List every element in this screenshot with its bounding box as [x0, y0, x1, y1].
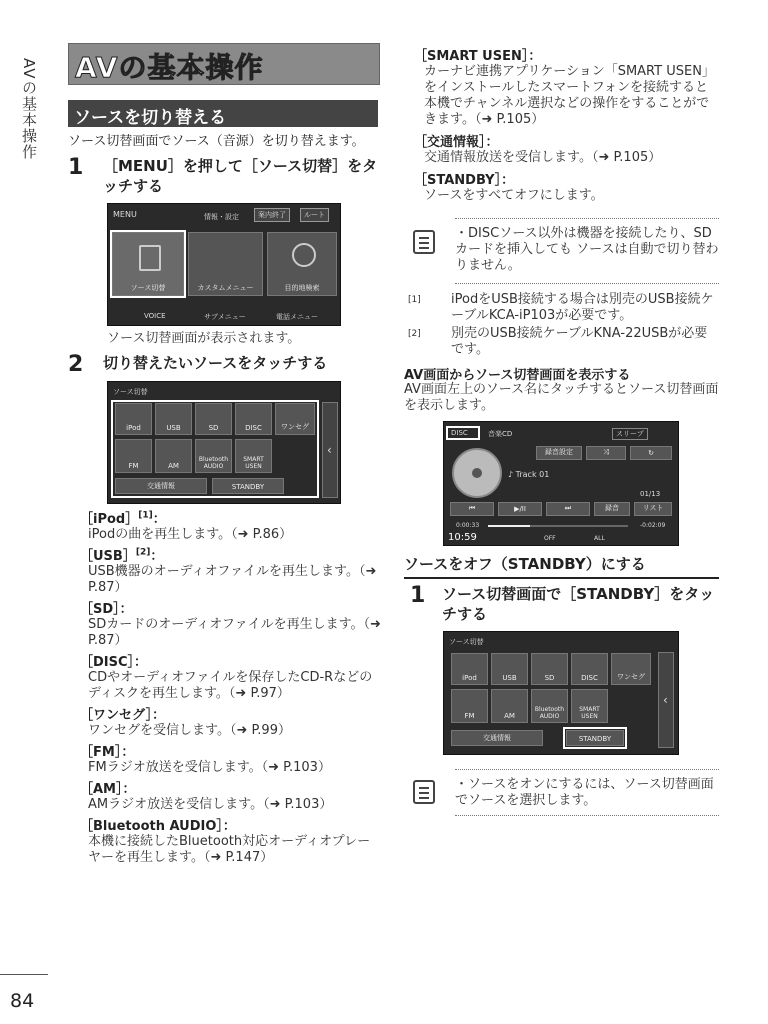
right-item-desc: ソースをすべてオフにします。	[424, 188, 604, 203]
progress-bar[interactable]	[488, 525, 628, 527]
guide-end-button[interactable]: 案内終了	[254, 208, 290, 222]
footnote-1-text: iPodをUSB接続する場合は別売のUSB接続ケーブルKCA-iP103が必要です。	[451, 292, 714, 323]
next-icon: ⏭	[564, 504, 572, 512]
source-disc[interactable]	[571, 653, 608, 685]
play-pause-icon: ▶/II	[514, 505, 526, 513]
page-title	[68, 43, 380, 85]
source-item-label	[80, 778, 383, 797]
right-item-label: ［STANDBY］：	[414, 173, 515, 188]
step2-text: 切り替えたいソースをタッチする	[103, 354, 328, 372]
source-switch-header: ソース切替	[449, 638, 484, 646]
source-item-footnote-mark: [2]	[135, 547, 151, 558]
shuffle-button[interactable]	[586, 446, 626, 460]
chevron-left-icon: ‹	[663, 693, 668, 707]
source-item-name: ［FM］	[80, 745, 122, 760]
source-item-desc: USB機器のオーディオファイルを再生します。（➜ P.87）	[88, 564, 377, 595]
source-item-label	[80, 741, 383, 760]
source-ipod[interactable]	[115, 403, 152, 435]
note1	[455, 226, 719, 274]
time-remaining: -0:02:09	[640, 522, 666, 529]
search-icon	[292, 243, 316, 267]
source-item-desc: AMラジオ放送を受信します。（➜ P.103）	[88, 797, 333, 812]
source-oneseg[interactable]	[611, 653, 651, 685]
rec-button[interactable]	[594, 502, 630, 516]
source-item-desc: 本機に接続したBluetooth対応オーディオプレーヤーを再生します。（➜ P.147）	[88, 834, 371, 865]
source-oneseg[interactable]	[275, 403, 315, 435]
source-item-colon: ：	[134, 655, 148, 670]
source-item-list	[80, 508, 383, 868]
right-item-label: ［交通情報］：	[414, 135, 499, 150]
source-item-desc: iPodの曲を再生します。（➜ P.86）	[88, 527, 293, 542]
note1-top-rule	[455, 218, 719, 219]
source-item-name: ［iPod］	[80, 512, 139, 527]
traffic-info-button[interactable]	[451, 730, 543, 746]
note1-text: DISCソース以外は機器を接続したり、SDカードを挿入しても ソースは自動で切り替わりません。	[455, 226, 719, 273]
source-item-name: ［Bluetooth AUDIO］	[80, 819, 223, 834]
source-ipod-label: iPod	[126, 424, 141, 432]
side-panel-handle[interactable]	[658, 652, 674, 748]
traffic-info-button[interactable]	[115, 478, 207, 494]
source-item-label	[80, 651, 383, 670]
source-name-button[interactable]	[451, 429, 468, 437]
standby-section-title	[404, 553, 719, 579]
traffic-info-label: 交通情報	[147, 482, 175, 490]
right-item-desc: 交通情報放送を受信します。（➜ P.105）	[424, 150, 662, 165]
source-item-name: ［ワンセグ］	[80, 708, 153, 723]
source-switch-header: ソース切替	[113, 388, 148, 396]
source-disc-label: DISC	[245, 424, 262, 432]
note-icon	[413, 780, 435, 804]
repeat-icon: ↻	[648, 449, 654, 457]
repeat-button[interactable]	[630, 446, 672, 460]
av-heading: AV画面からソース切替画面を表示する	[404, 368, 631, 383]
source-item-name: ［AM］	[80, 782, 123, 797]
source-ipod-label: iPod	[462, 674, 477, 682]
repeat-state: ALL	[594, 535, 605, 542]
source-oneseg-label: ワンセグ	[617, 673, 645, 681]
source-item-colon: ：	[122, 782, 136, 797]
rec-settings-button[interactable]	[536, 446, 582, 460]
source-item-label	[80, 598, 383, 617]
submenu-button[interactable]: サブメニュー	[204, 313, 246, 321]
source-item	[80, 704, 383, 739]
shuffle-state: OFF	[544, 535, 556, 542]
right-item-list	[414, 45, 719, 207]
track-title: ♪ Track 01	[508, 470, 550, 479]
section-intro: ソース切替画面でソース（音源）を切り替えます。	[68, 134, 365, 149]
right-item	[414, 45, 719, 128]
source-smart-usen[interactable]	[235, 439, 272, 473]
note2	[455, 777, 719, 809]
source-switch-screenshot	[107, 381, 341, 504]
menu-label: MENU	[113, 210, 137, 219]
source-am-label: AM	[504, 712, 515, 720]
source-disc-label: DISC	[581, 674, 598, 682]
section-title-text: ソースを切り替える	[74, 108, 227, 128]
standby-button[interactable]	[212, 478, 284, 494]
note2-bottom-rule	[455, 815, 719, 816]
note2-top-rule	[455, 769, 719, 770]
source-fm-label: FM	[464, 712, 475, 720]
source-smart-usen-label: SMART USEN	[243, 456, 264, 470]
source-item-label	[80, 704, 383, 723]
source-item	[80, 508, 383, 543]
source-item-footnote-mark: [1]	[138, 510, 153, 521]
note1-bullet: ・	[455, 226, 469, 241]
traffic-info-label: 交通情報	[483, 734, 511, 742]
source-am[interactable]	[155, 439, 192, 473]
source-item-label	[80, 508, 383, 527]
prev-icon: ⏮	[468, 504, 476, 512]
media-mode: 音楽CD	[488, 430, 513, 438]
phone-menu-button[interactable]: 電話メニュー	[276, 313, 318, 321]
right-item	[414, 131, 719, 166]
source-usb[interactable]	[155, 403, 192, 435]
source-disc[interactable]	[235, 403, 272, 435]
step1-result: ソース切替画面が表示されます。	[107, 331, 301, 346]
source-item-desc: FMラジオ放送を受信します。（➜ P.103）	[88, 760, 331, 775]
list-button[interactable]	[634, 502, 672, 516]
source-sd[interactable]	[195, 403, 232, 435]
step1-text: ［MENU］を押して［ソース切替］をタッチする	[103, 157, 378, 195]
note2-text: ソースをオンにするには、ソース切替画面でソースを選択します。	[455, 777, 714, 808]
list-label: リスト	[642, 504, 664, 512]
source-bluetooth-label: Bluetooth AUDIO	[198, 456, 229, 470]
source-sd-label: SD	[208, 424, 219, 432]
source-fm-label: FM	[128, 462, 139, 470]
standby-step-number: 1	[410, 583, 426, 608]
destination-search-tile[interactable]	[267, 232, 337, 296]
standby-label: STANDBY	[578, 735, 612, 743]
play-pause-button[interactable]	[498, 502, 542, 516]
disc-hole	[472, 468, 482, 478]
source-item	[80, 598, 383, 649]
footnote-2-text: 別売のUSB接続ケーブルKNA-22USBが必要です。	[451, 326, 708, 357]
source-item-desc: ワンセグを受信します。（➜ P.99）	[88, 723, 291, 738]
rec-label: 録音	[605, 504, 619, 512]
track-count: 01/13	[640, 490, 661, 498]
source-item	[80, 741, 383, 776]
source-usb-label: USB	[502, 674, 517, 682]
source-item-colon: ：	[150, 549, 164, 564]
source-sd[interactable]	[531, 653, 568, 685]
source-name: DISC	[451, 429, 468, 437]
source-fm[interactable]	[451, 689, 488, 723]
menu-screenshot	[107, 203, 341, 326]
source-ipod[interactable]	[451, 653, 488, 685]
source-sd-label: SD	[544, 674, 555, 682]
source-am-label: AM	[168, 462, 179, 470]
source-usb-label: USB	[166, 424, 181, 432]
source-item	[80, 651, 383, 702]
standby-section-title-text: ソースをオフ（STANDBY）にする	[404, 555, 646, 573]
source-item	[80, 545, 383, 596]
source-item-colon: ：	[222, 819, 236, 834]
right-item	[414, 169, 719, 204]
source-item	[80, 778, 383, 813]
chevron-left-icon: ‹	[327, 443, 332, 457]
source-smart-usen[interactable]	[571, 689, 608, 723]
custom-menu-label: カスタムメニュー	[197, 284, 254, 292]
side-tab: AVの基本操作	[20, 58, 38, 160]
source-item-label	[80, 545, 383, 564]
av-screenshot	[443, 421, 679, 546]
track-name: Track 01	[515, 470, 550, 479]
source-bluetooth-label: Bluetooth AUDIO	[534, 706, 565, 720]
standby-screenshot	[443, 631, 679, 755]
note2-bullet: ・	[455, 777, 469, 792]
source-smart-usen-label: SMART USEN	[579, 706, 600, 720]
source-bluetooth-audio[interactable]	[195, 439, 232, 473]
voice-button[interactable]: VOICE	[144, 312, 166, 320]
source-item-desc: SDカードのオーディオファイルを再生します。（➜ P.87）	[88, 617, 381, 648]
custom-menu-tile[interactable]	[188, 232, 263, 296]
source-item-name: ［DISC］	[80, 655, 135, 670]
source-item-name: ［USB］	[80, 549, 136, 564]
prev-button[interactable]	[450, 502, 494, 516]
side-panel-handle[interactable]	[322, 402, 338, 498]
step1-number: 1	[68, 155, 84, 180]
clock: 10:59	[448, 532, 477, 543]
source-usb[interactable]	[491, 653, 528, 685]
source-fm[interactable]	[115, 439, 152, 473]
footnote-1-mark: [1]	[408, 295, 421, 305]
footnote-2-mark: [2]	[408, 329, 421, 339]
source-item-desc: CDやオーディオファイルを保存したCD-Rなどのディスクを再生します。（➜ P.97）	[88, 670, 373, 701]
source-oneseg-label: ワンセグ	[281, 423, 309, 431]
source-item-colon: ：	[119, 602, 133, 617]
route-button[interactable]: ルート	[300, 208, 329, 222]
source-item-colon: ：	[152, 708, 166, 723]
source-bluetooth-audio[interactable]	[531, 689, 568, 723]
sleep-button[interactable]: スリープ	[612, 428, 648, 440]
disc-art	[452, 448, 502, 498]
step2-number: 2	[68, 352, 84, 377]
source-item-label	[80, 815, 383, 834]
standby-label: STANDBY	[231, 483, 265, 491]
source-item-name: ［SD］	[80, 602, 120, 617]
info-settings-label: 情報・設定	[204, 213, 239, 221]
note-icon	[413, 230, 435, 254]
av-text: AV画面左上のソース名にタッチするとソース切替画面を表示します。	[404, 382, 719, 413]
section-title	[68, 100, 378, 127]
source-switch-label: ソース切替	[130, 284, 166, 292]
destination-search-label: 目的地検索	[284, 284, 320, 292]
shuffle-icon: ⤨	[603, 448, 609, 456]
standby-step-text: ソース切替画面で［STANDBY］をタッチする	[442, 585, 715, 623]
progress-fill	[488, 525, 530, 527]
highlight-frame	[563, 727, 627, 749]
right-item-label: ［SMART USEN］：	[414, 49, 542, 64]
time-elapsed: 0:00:33	[456, 522, 480, 529]
page-rule	[0, 974, 48, 975]
source-item-colon: ：	[121, 745, 135, 760]
page-number: 84	[10, 990, 35, 1012]
rec-settings-label: 録音設定	[545, 448, 573, 456]
highlight-frame	[110, 230, 186, 298]
source-item	[80, 815, 383, 866]
source-item-colon: ：	[152, 512, 166, 527]
source-am[interactable]	[491, 689, 528, 723]
next-button[interactable]	[546, 502, 590, 516]
note1-bottom-rule	[455, 283, 719, 284]
page-title-text: AVの基本操作	[75, 51, 264, 84]
right-item-desc: カーナビ連携アプリケーション「SMART USEN」をインストールしたスマートフォンを接続すると本機でチャンネル選択などの操作をすることができます。（➜ P.105）	[424, 64, 715, 127]
